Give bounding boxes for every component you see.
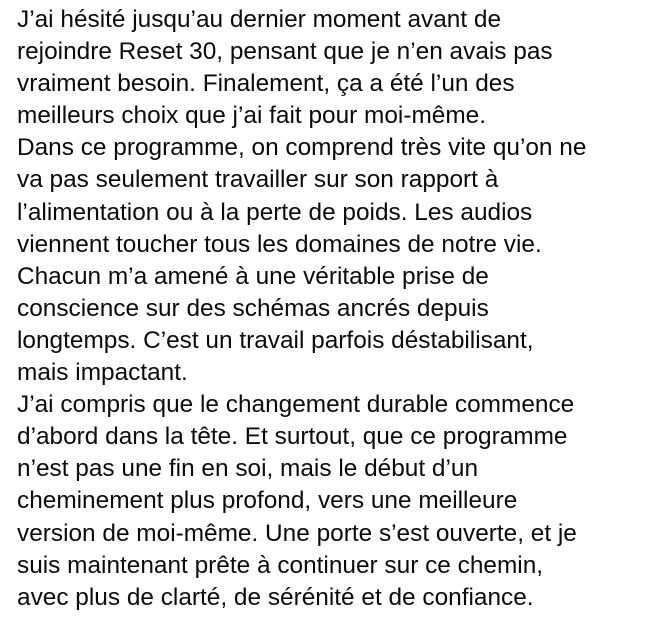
text-line: vraiment besoin. Finalement, ça a été l’un des bbox=[17, 70, 515, 98]
text-line: J’ai compris que le changement durable commence bbox=[17, 391, 575, 419]
text-line: n’est pas une fin en soi, mais le début d’un bbox=[17, 455, 479, 483]
text-line: suis maintenant prête à continuer sur ce chemin, bbox=[17, 551, 544, 579]
text-line: l’alimentation ou à la perte de poids. Les audios bbox=[17, 198, 533, 226]
text-line: longtemps. C’est un travail parfois déstabilisant, bbox=[17, 326, 534, 354]
text-line: viennent toucher tous les domaines de notre vie. bbox=[17, 230, 542, 258]
text-line: d’abord dans la tête. Et surtout, que ce programme bbox=[17, 423, 568, 451]
text-line: rejoindre Reset 30, pensant que je n’en avais pas bbox=[17, 38, 553, 66]
text-line: Dans ce programme, on comprend très vite qu’on ne bbox=[17, 134, 587, 162]
text-line: va pas seulement travailler sur son rapport à bbox=[17, 166, 499, 194]
text-line: cheminement plus profond, vers une meilleure bbox=[17, 487, 518, 515]
text-line: mais impactant. bbox=[17, 359, 188, 387]
text-line: J’ai hésité jusqu’au dernier moment avant de bbox=[17, 6, 502, 33]
testimonial-text bbox=[17, 4, 662, 614]
text-line: conscience sur des schémas ancrés depuis bbox=[17, 294, 489, 322]
text-line: avec plus de clarté, de sérénité et de confiance. bbox=[17, 583, 534, 611]
text-line: version de moi-même. Une porte s’est ouverte, et je bbox=[17, 519, 577, 547]
text-line: meilleurs choix que j’ai fait pour moi-même. bbox=[17, 102, 487, 130]
text-line: Chacun m’a amené à une véritable prise de bbox=[17, 262, 489, 290]
